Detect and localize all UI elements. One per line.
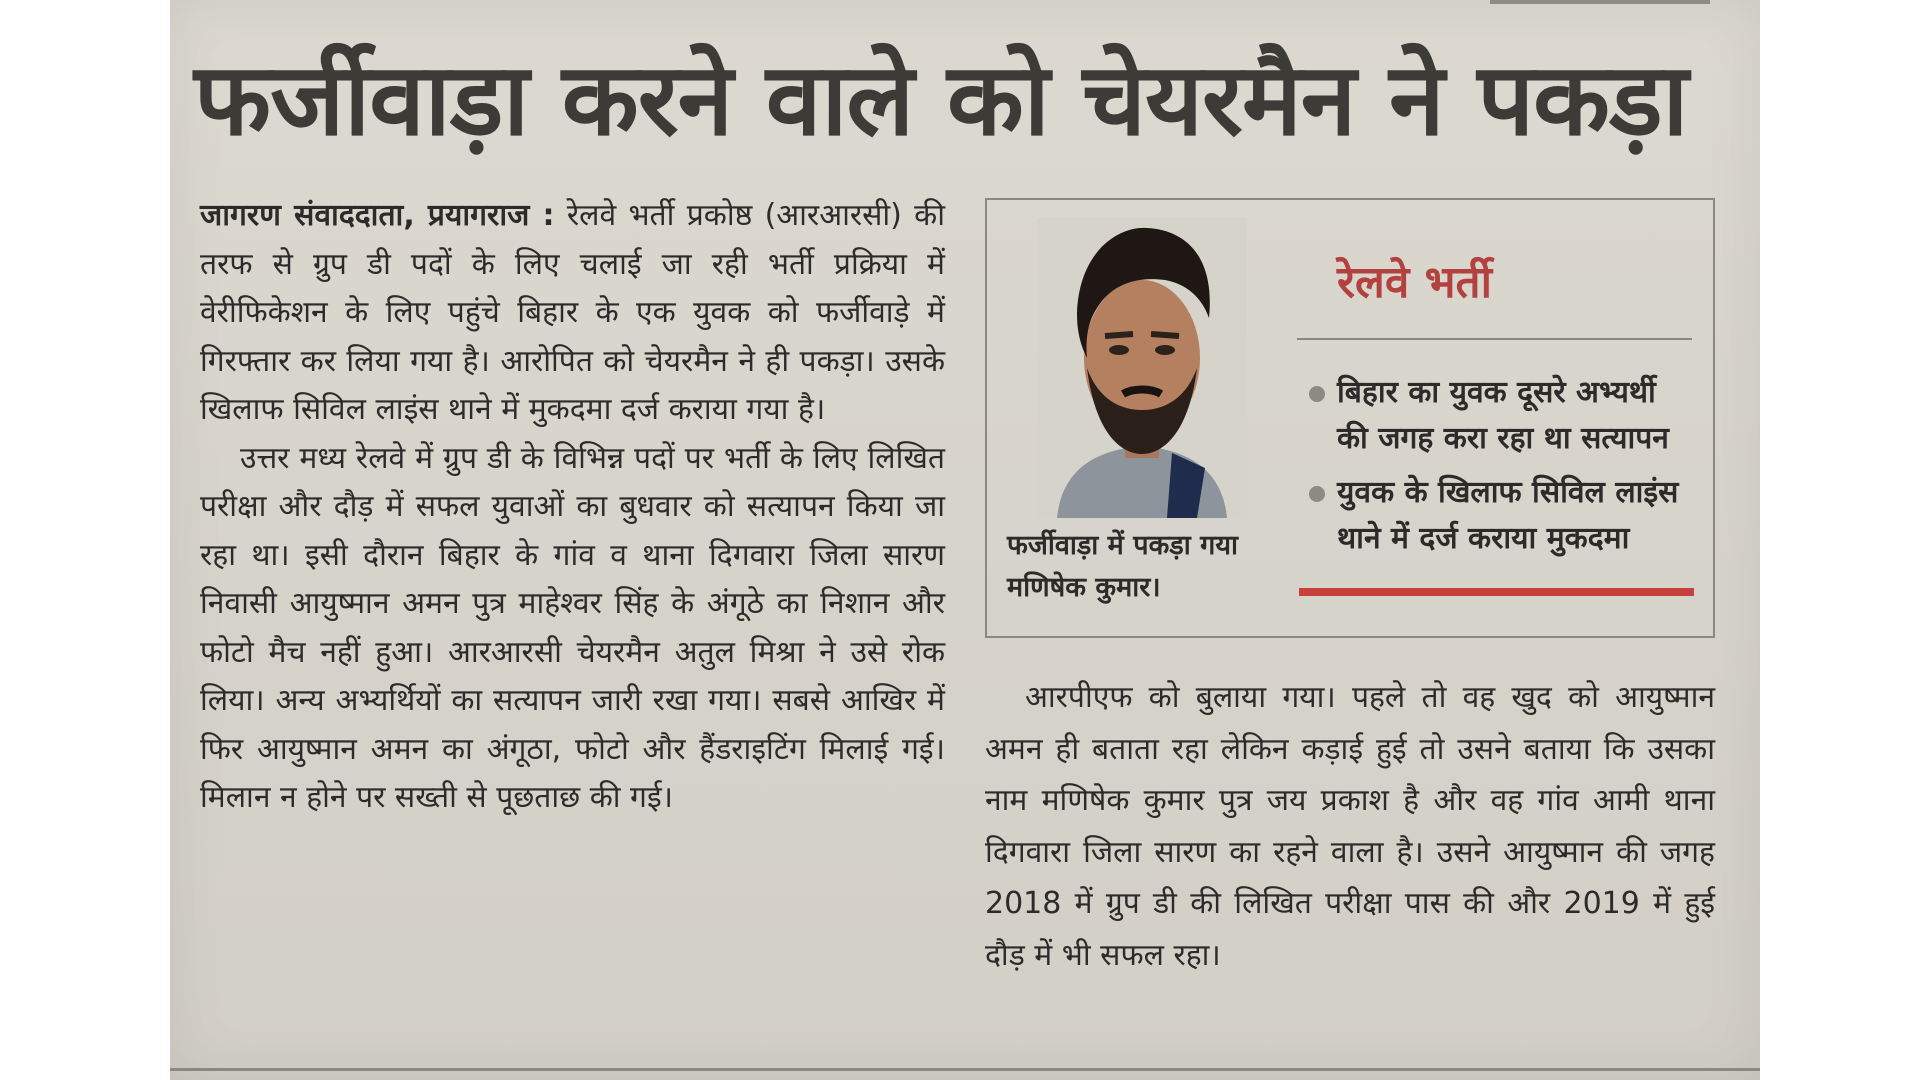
lead-paragraph <box>200 192 945 435</box>
kicker-divider <box>1297 338 1692 340</box>
highlight-item: बिहार का युवक दूसरे अभ्यर्थी की जगह करा रहा था सत्यापन <box>1297 370 1697 462</box>
newspaper-clipping <box>170 0 1760 1080</box>
bullet-dot-icon <box>1309 486 1325 502</box>
highlight-item: युवक के खिलाफ सिविल लाइंस थाने में दर्ज कराया मुकदमा <box>1297 470 1697 562</box>
kicker-title: रेलवे भर्ती <box>1337 257 1493 308</box>
paragraph-2: उत्तर मध्य रेलवे में ग्रुप डी के विभिन्न पदों पर भर्ती के लिए लिखित परीक्षा और दौड़ में सफल युवाओं का बुधवार को सत्यापन किया जा रहा था। इसी दौरान बिहार के गांव व थाना दिगवारा जिला सारण निवासी आयुष्मान अमन पुत्र माहेश्वर सिंह के अंगूठे का निशान और फोटो मैच नहीं हुआ। आरआरसी चेयरमैन अतुल मिश्रा ने उसे रोक लिया। अन्य अभ्यर्थियों का सत्यापन जारी रखा गया। सबसे आखिर में फिर आयुष्मान अमन का अंगूठा, फोटो और हैंडराइटिंग मिलाई गई। मिलान न होने पर सख्ती से पूछताछ की गई। <box>200 440 945 815</box>
red-accent-rule <box>1299 588 1694 596</box>
paragraph-1: रेलवे भर्ती प्रकोष्ठ (आरआरसी) की तरफ से ग्रुप डी पदों के लिए चलाई जा रही भर्ती प्रक्रिया में वेरीफिकेशन के लिए पहुंचे बिहार के एक युवक को फर्जीवाड़े में गिरफ्तार कर लिया गया है। आरोपित को चेयरमैन ने ही पकड़ा। उसके खिलाफ सिविल लाइंस थाने में मुकदमा दर्ज कराया गया है। <box>200 198 945 427</box>
top-rule <box>1490 0 1710 4</box>
dateline: जागरण संवाददाता, प्रयागराज : <box>200 198 555 233</box>
bullet-dot-icon <box>1309 386 1325 402</box>
article-column-left <box>200 192 945 823</box>
photo-caption: फर्जीवाड़ा में पकड़ा गया मणिषेक कुमार। <box>1007 530 1238 603</box>
article-column-right <box>985 672 1715 981</box>
highlight-list <box>1297 370 1697 570</box>
paragraph-3: आरपीएफ को बुलाया गया। पहले तो वह खुद को आयुष्मान अमन ही बताता रहा लेकिन कड़ाई हुई तो उसने बताया कि उसका नाम मणिषेक कुमार पुत्र जय प्रकाश है और वह गांव आमी थाना दिगवारा जिला सारण का रहने वाला है। उसने आयुष्मान की जगह 2018 में ग्रुप डी की लिखित परीक्षा पास की और 2019 में हुई दौड़ में भी सफल रहा। <box>985 680 1715 973</box>
bottom-rule <box>170 1068 1760 1071</box>
headline: फर्जीवाड़ा करने वाले को चेयरमैन ने पकड़ा <box>194 41 1688 158</box>
info-box <box>985 198 1715 638</box>
accused-photo <box>1037 218 1247 518</box>
